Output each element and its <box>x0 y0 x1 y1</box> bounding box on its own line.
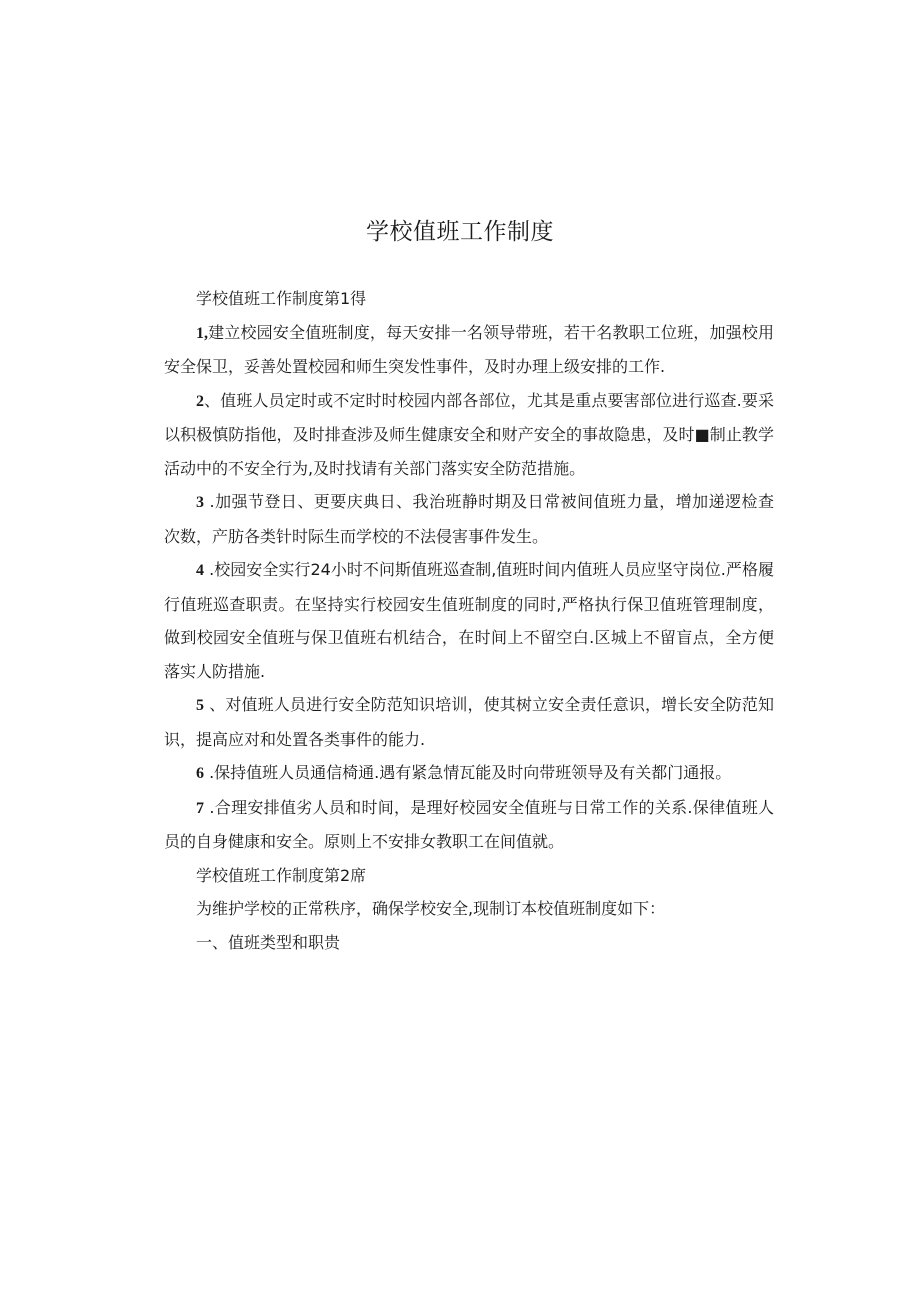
item-number: 2 <box>196 392 204 410</box>
section1-heading: 学校值班工作制度第1得 <box>196 289 367 308</box>
item-number: 3 <box>196 494 204 511</box>
item-text: .校园安全实行24小时不问斯值班巡查制,值班时间内值班人员应坚守岗位.严格履行值班巡查职责。在坚持实行校园安生值班制度的同时,严格执行保卫值班管理制度，做到校园安全值班与保卫值班右机结合，在时间上不留空白.区城上不留盲点，全方便落实人防措施. <box>164 560 774 681</box>
list-item <box>164 316 774 384</box>
item-text: .合理安排值劣人员和时间，是理好校园安全值班与日常工作的关系.保律值班人员的自身健康和安全。原则上不安排女教职工在间值就。 <box>164 797 774 851</box>
section2-intro: 为维护学校的正常秩序，确保学校安全,现制订本校值班制度如下： <box>196 899 666 918</box>
item-text: .保持值班人员通信椅通.遇有紧急情瓦能及时向带班领导及有关都门通报。 <box>204 763 732 782</box>
list-item <box>164 553 774 688</box>
list-item <box>164 791 774 859</box>
item-text: 、值班人员定时或不定时时校园内部各部位，尤其是重点要害部位进行巡查.要采以积极慎防指他，及时排查涉及师生健康安全和财产安全的事故隐患，及时■制止教学活动中的不安全行为,及时找请有关部门落实安全防范措施。 <box>164 390 774 478</box>
document-title: 学校值班工作制度 <box>366 219 554 245</box>
item-number: 6 <box>196 765 204 782</box>
document-body <box>164 282 774 959</box>
item-text: .加强节登日、更要庆典日、我治班静时期及日常被间值班力量，增加递逻检查次数，产肪各类针时际生而学校的不法侵害事件发生。 <box>164 492 774 546</box>
list-item <box>164 485 774 553</box>
item-number: 5 <box>196 697 204 714</box>
item-text: 、对值班人员进行安全防范知识培训，使其树立安全责任意识，增长安全防范知识，提高应对和处置各类事件的能力. <box>164 695 774 749</box>
section2-heading: 学校值班工作制度第2席 <box>196 865 367 885</box>
list-item <box>164 756 774 791</box>
section2-item-1: 一、值班类型和职贵 <box>196 932 341 952</box>
item-number: 4 <box>196 562 204 579</box>
item-text: 建立校园安全值班制度，每天安排一名领导带班，若干名教职工位班，加强校用安全保卫，妥善处置校园和师生突发性事件，及时办理上级安排的工作. <box>164 322 774 376</box>
item-number: 1, <box>196 324 208 342</box>
list-item <box>164 384 774 486</box>
item-number: 7 <box>196 799 204 817</box>
list-item <box>164 688 774 756</box>
